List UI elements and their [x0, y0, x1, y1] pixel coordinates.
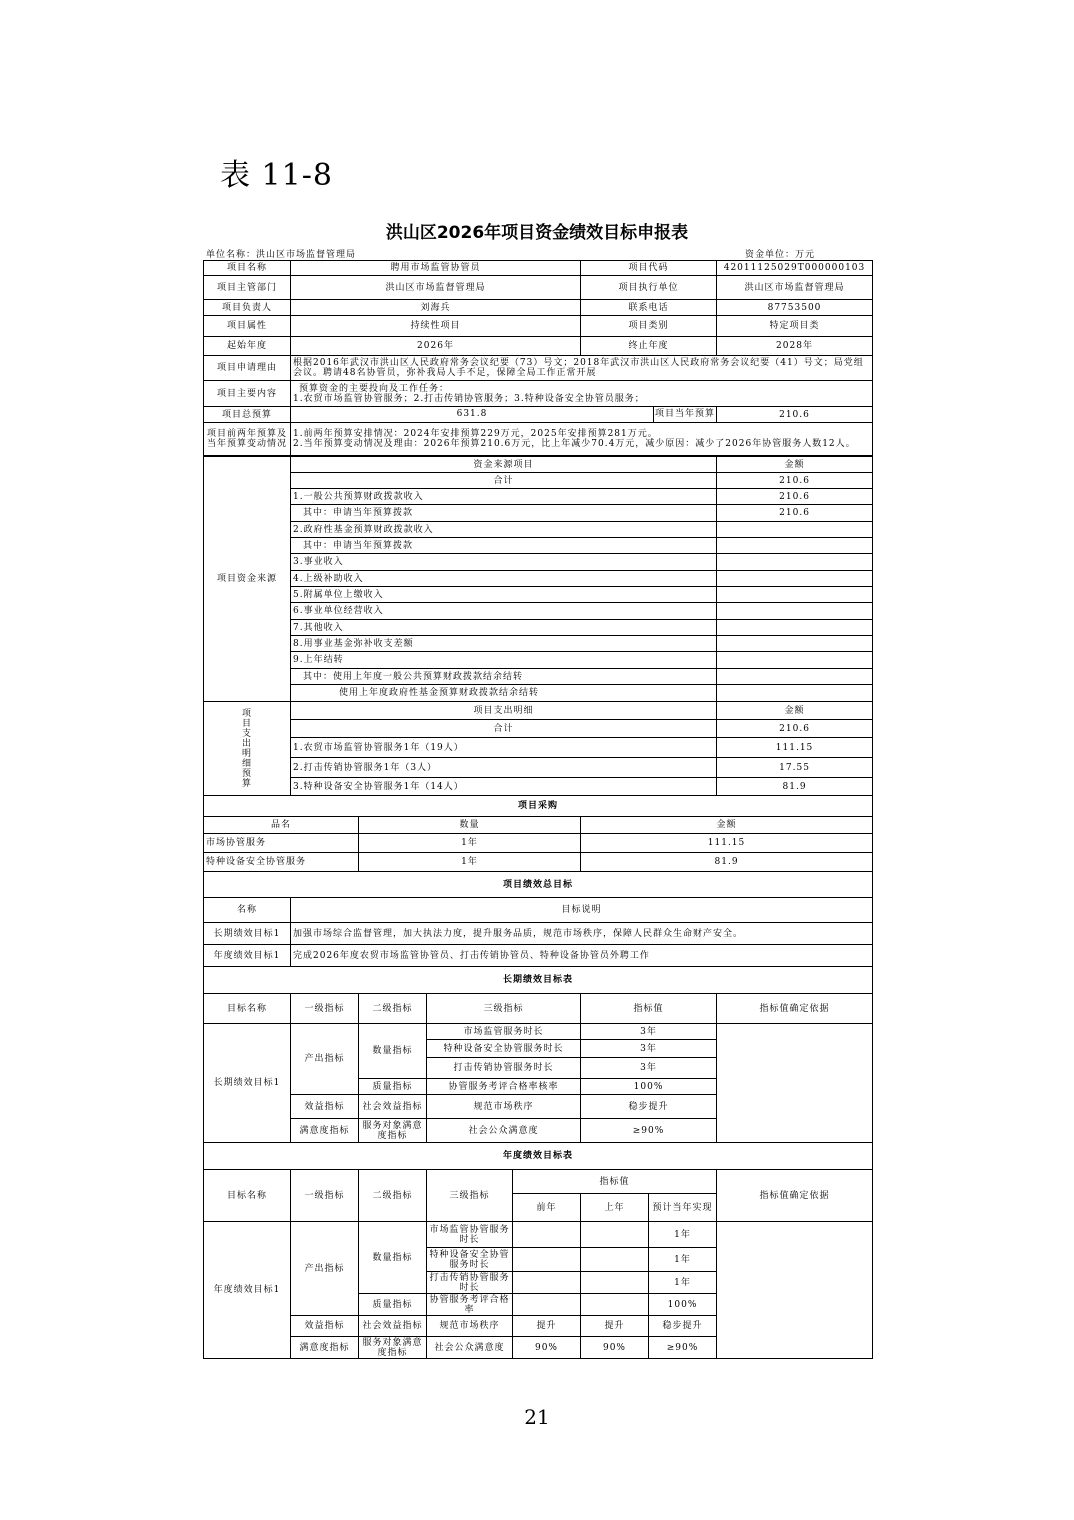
content-line: 1.农贸市场监管协管服务；2.打击传销协管服务；3.特种设备安全协管员服务； [293, 393, 645, 404]
source-item: 4.上级补助收入 [291, 571, 717, 587]
project-type: 特定项目类 [717, 316, 873, 337]
level3-indicator: 市场监管服务时长 [427, 1024, 581, 1040]
indicator-value: ≥90% [581, 1119, 717, 1143]
column-header: 数量 [359, 817, 581, 834]
label-cell: 项目类别 [581, 316, 717, 337]
level3-indicator: 市场监管协管服务时长 [427, 1222, 513, 1248]
column-header: 指标值确定依据 [717, 994, 873, 1024]
level2-indicator: 数量指标 [359, 1222, 427, 1294]
level2-indicator: 质量指标 [359, 1294, 427, 1316]
procurement-name: 特种设备安全协管服务 [204, 853, 359, 872]
goal-name: 年度绩效目标1 [204, 945, 291, 967]
total-budget: 631.8 [456, 409, 488, 419]
expense-item: 合计 [291, 720, 717, 738]
indicator-value: 稳步提升 [581, 1095, 717, 1119]
label-cell: 项目执行单位 [581, 276, 717, 300]
goal-description: 加强市场综合监督管理，加大执法力度，提升服务品质，规范市场秩序，保障人民群众生命财产安全。 [291, 923, 873, 945]
value-current: 1年 [649, 1222, 717, 1248]
level3-indicator: 社会公众满意度 [427, 1337, 513, 1359]
level3-indicator: 规范市场秩序 [427, 1316, 513, 1337]
source-item: 其中：申请当年预算拨款 [291, 538, 717, 554]
project-code: 42011125029T000000103 [717, 261, 873, 276]
source-amount [717, 587, 873, 603]
source-item: 6.事业单位经营收入 [291, 603, 717, 620]
column-header: 金额 [717, 702, 873, 720]
label-cell: 项目前两年预算及当年预算变动情况 [204, 423, 291, 456]
source-item: 7.其他收入 [291, 620, 717, 636]
label-cell: 项目主要内容 [204, 381, 291, 407]
source-amount [717, 538, 873, 554]
value-basis [717, 1024, 873, 1143]
source-item: 使用上年度政府性基金预算财政拨款结余结转 [291, 685, 717, 702]
page-title: 洪山区2026年项目资金绩效目标申报表 [385, 223, 689, 243]
level1-indicator: 效益指标 [291, 1095, 359, 1119]
source-amount: 210.6 [717, 473, 873, 489]
label-cell: 终止年度 [581, 337, 717, 356]
label-cell: 项目主管部门 [204, 276, 291, 300]
label-cell: 项目属性 [204, 316, 291, 337]
value-current: ≥90% [649, 1337, 717, 1359]
history-line: 1.前两年预算安排情况：2024年安排预算229万元，2025年安排预算281万元。 [293, 429, 658, 439]
section-title: 项目绩效总目标 [204, 872, 873, 898]
budget-history [291, 423, 873, 456]
column-header: 资金来源项目 [291, 457, 717, 473]
expense-amount: 111.15 [717, 738, 873, 758]
source-amount [717, 669, 873, 685]
column-header: 指标值确定依据 [717, 1170, 873, 1222]
sub-header: 前年 [513, 1194, 581, 1222]
sub-header: 预计当年实现 [649, 1194, 717, 1222]
procurement-name: 市场协管服务 [204, 834, 359, 853]
level3-indicator: 规范市场秩序 [427, 1095, 581, 1119]
column-header: 三级指标 [427, 994, 581, 1024]
level1-indicator: 效益指标 [291, 1316, 359, 1337]
value-prev2 [513, 1272, 581, 1294]
project-dept: 洪山区市场监督管理局 [291, 276, 581, 300]
expense-label: 项 目 支 出 明 细 预 算 [204, 702, 291, 796]
label-cell: 项目负责人 [204, 300, 291, 316]
value-prev1: 提升 [581, 1316, 649, 1337]
section-title: 项目采购 [204, 796, 873, 817]
level1-indicator: 产出指标 [291, 1222, 359, 1316]
project-attr: 持续性项目 [291, 316, 581, 337]
level3-indicator: 社会公众满意度 [427, 1119, 581, 1143]
level3-indicator: 特种设备安全协管服务时长 [427, 1040, 581, 1058]
project-info-table [203, 260, 873, 456]
project-content [291, 381, 873, 407]
label-cell: 项目申请理由 [204, 356, 291, 381]
history-line: 2.当年预算变动情况及理由：2026年预算210.6万元，比上年减少70.4万元，减少原因：减少了2026年协管服务人数12人。 [293, 439, 856, 449]
section-title: 年度绩效目标表 [204, 1143, 873, 1170]
column-header: 二级指标 [359, 994, 427, 1024]
project-phone: 87753500 [717, 300, 873, 316]
source-item: 其中：使用上年度一般公共预算财政拨款结余结转 [291, 669, 717, 685]
source-item: 9.上年结转 [291, 652, 717, 669]
column-header: 一级指标 [291, 994, 359, 1024]
level3-indicator: 协管服务考评合格率核率 [427, 1079, 581, 1095]
project-name: 聘用市场监管协管员 [291, 261, 581, 276]
column-header: 目标名称 [204, 994, 291, 1024]
level2-indicator: 社会效益指标 [359, 1316, 427, 1337]
source-amount [717, 620, 873, 636]
project-reason: 根据2016年武汉市洪山区人民政府常务会议纪要（73）号文；2018年武汉市洪山区人民政府常务会议纪要（41）号文；局党组会议。聘请48名协管员，弥补我局人手不足，保障全局工作正常开展 [291, 356, 873, 381]
year-budget: 210.6 [717, 407, 873, 423]
source-amount [717, 522, 873, 538]
value-prev1 [581, 1272, 649, 1294]
goal-name: 长期绩效目标1 [204, 923, 291, 945]
table-number-heading: 表 11-8 [220, 158, 333, 193]
value-prev2 [513, 1248, 581, 1272]
value-basis [717, 1222, 873, 1359]
procurement-qty: 1年 [359, 853, 581, 872]
level1-indicator: 满意度指标 [291, 1337, 359, 1359]
value-current: 1年 [649, 1272, 717, 1294]
source-item: 5.附属单位上缴收入 [291, 587, 717, 603]
expense-item: 2.打击传销协管服务1年（3人） [291, 758, 717, 778]
indicator-value: 3年 [581, 1040, 717, 1058]
budget-performance-table [203, 456, 873, 1359]
project-start: 2026年 [291, 337, 581, 356]
indicator-value: 3年 [581, 1058, 717, 1079]
procurement-amount: 81.9 [581, 853, 873, 872]
procurement-qty: 1年 [359, 834, 581, 853]
label-cell: 项目名称 [204, 261, 291, 276]
column-header: 金额 [717, 457, 873, 473]
source-item: 8.用事业基金弥补收支差额 [291, 636, 717, 652]
label-cell: 起始年度 [204, 337, 291, 356]
project-end: 2028年 [717, 337, 873, 356]
value-prev1 [581, 1294, 649, 1316]
value-current: 100% [649, 1294, 717, 1316]
value-prev2: 提升 [513, 1316, 581, 1337]
page-number: 21 [524, 1405, 550, 1429]
expense-item: 1.农贸市场监管协管服务1年（19人） [291, 738, 717, 758]
source-amount [717, 571, 873, 587]
value-current: 1年 [649, 1248, 717, 1272]
project-leader: 刘海兵 [291, 300, 581, 316]
column-header: 品名 [204, 817, 359, 834]
column-header: 指标值 [581, 994, 717, 1024]
value-prev1 [581, 1222, 649, 1248]
level2-indicator: 服务对象满意度指标 [359, 1119, 427, 1143]
source-amount [717, 652, 873, 669]
expense-amount: 210.6 [717, 720, 873, 738]
indicator-value: 100% [581, 1079, 717, 1095]
sub-header: 上年 [581, 1194, 649, 1222]
source-amount: 210.6 [717, 505, 873, 522]
value-prev2: 90% [513, 1337, 581, 1359]
source-item: 其中：申请当年预算拨款 [291, 505, 717, 522]
level3-indicator: 特种设备安全协管服务时长 [427, 1248, 513, 1272]
source-amount [717, 636, 873, 652]
project-exec-unit: 洪山区市场监督管理局 [717, 276, 873, 300]
source-amount [717, 554, 873, 571]
source-item: 1.一般公共预算财政拨款收入 [291, 489, 717, 505]
value-prev2 [513, 1222, 581, 1248]
level2-indicator: 服务对象满意度指标 [359, 1337, 427, 1359]
column-header: 目标说明 [291, 898, 873, 923]
column-header: 金额 [581, 817, 873, 834]
level1-indicator: 产出指标 [291, 1024, 359, 1095]
level2-indicator: 社会效益指标 [359, 1095, 427, 1119]
level2-indicator: 数量指标 [359, 1024, 427, 1079]
level3-indicator: 协管服务考评合格率 [427, 1294, 513, 1316]
value-current: 稳步提升 [649, 1316, 717, 1337]
label-cell: 联系电话 [581, 300, 717, 316]
value-prev1 [581, 1248, 649, 1272]
source-item: 2.政府性基金预算财政拨款收入 [291, 522, 717, 538]
indicator-value: 3年 [581, 1024, 717, 1040]
value-prev1: 90% [581, 1337, 649, 1359]
content-line: 预算资金的主要投向及工作任务： [299, 383, 450, 394]
source-amount: 210.6 [717, 489, 873, 505]
section-title: 长期绩效目标表 [204, 967, 873, 994]
column-header: 项目支出明细 [291, 702, 717, 720]
column-header: 目标名称 [204, 1170, 291, 1222]
expense-amount: 17.55 [717, 758, 873, 778]
column-header: 指标值 [513, 1170, 717, 1194]
budget-cell [291, 407, 717, 423]
currency-unit: 资金单位：万元 [745, 250, 816, 260]
column-header: 名称 [204, 898, 291, 923]
goal-description: 完成2026年度农贸市场监管协管员、打击传销协管员、特种设备协管员外聘工作 [291, 945, 873, 967]
level2-indicator: 质量指标 [359, 1079, 427, 1095]
expense-item: 3.特种设备安全协管服务1年（14人） [291, 778, 717, 796]
goal-name: 长期绩效目标1 [204, 1024, 291, 1143]
value-prev2 [513, 1294, 581, 1316]
label-cell: 项目总预算 [204, 407, 291, 423]
source-item: 3.事业收入 [291, 554, 717, 571]
label-cell: 项目代码 [581, 261, 717, 276]
sources-label: 项目资金来源 [204, 457, 291, 702]
column-header: 三级指标 [427, 1170, 513, 1222]
level1-indicator: 满意度指标 [291, 1119, 359, 1143]
source-amount [717, 685, 873, 702]
level3-indicator: 打击传销协管服务时长 [427, 1058, 581, 1079]
source-amount [717, 603, 873, 620]
procurement-amount: 111.15 [581, 834, 873, 853]
column-header: 二级指标 [359, 1170, 427, 1222]
expense-amount: 81.9 [717, 778, 873, 796]
unit-name: 单位名称：洪山区市场监督管理局 [206, 250, 357, 260]
label-cell: 项目当年预算 [653, 407, 716, 422]
goal-name: 年度绩效目标1 [204, 1222, 291, 1359]
source-item: 合计 [291, 473, 717, 489]
level3-indicator: 打击传销协管服务时长 [427, 1272, 513, 1294]
column-header: 一级指标 [291, 1170, 359, 1222]
